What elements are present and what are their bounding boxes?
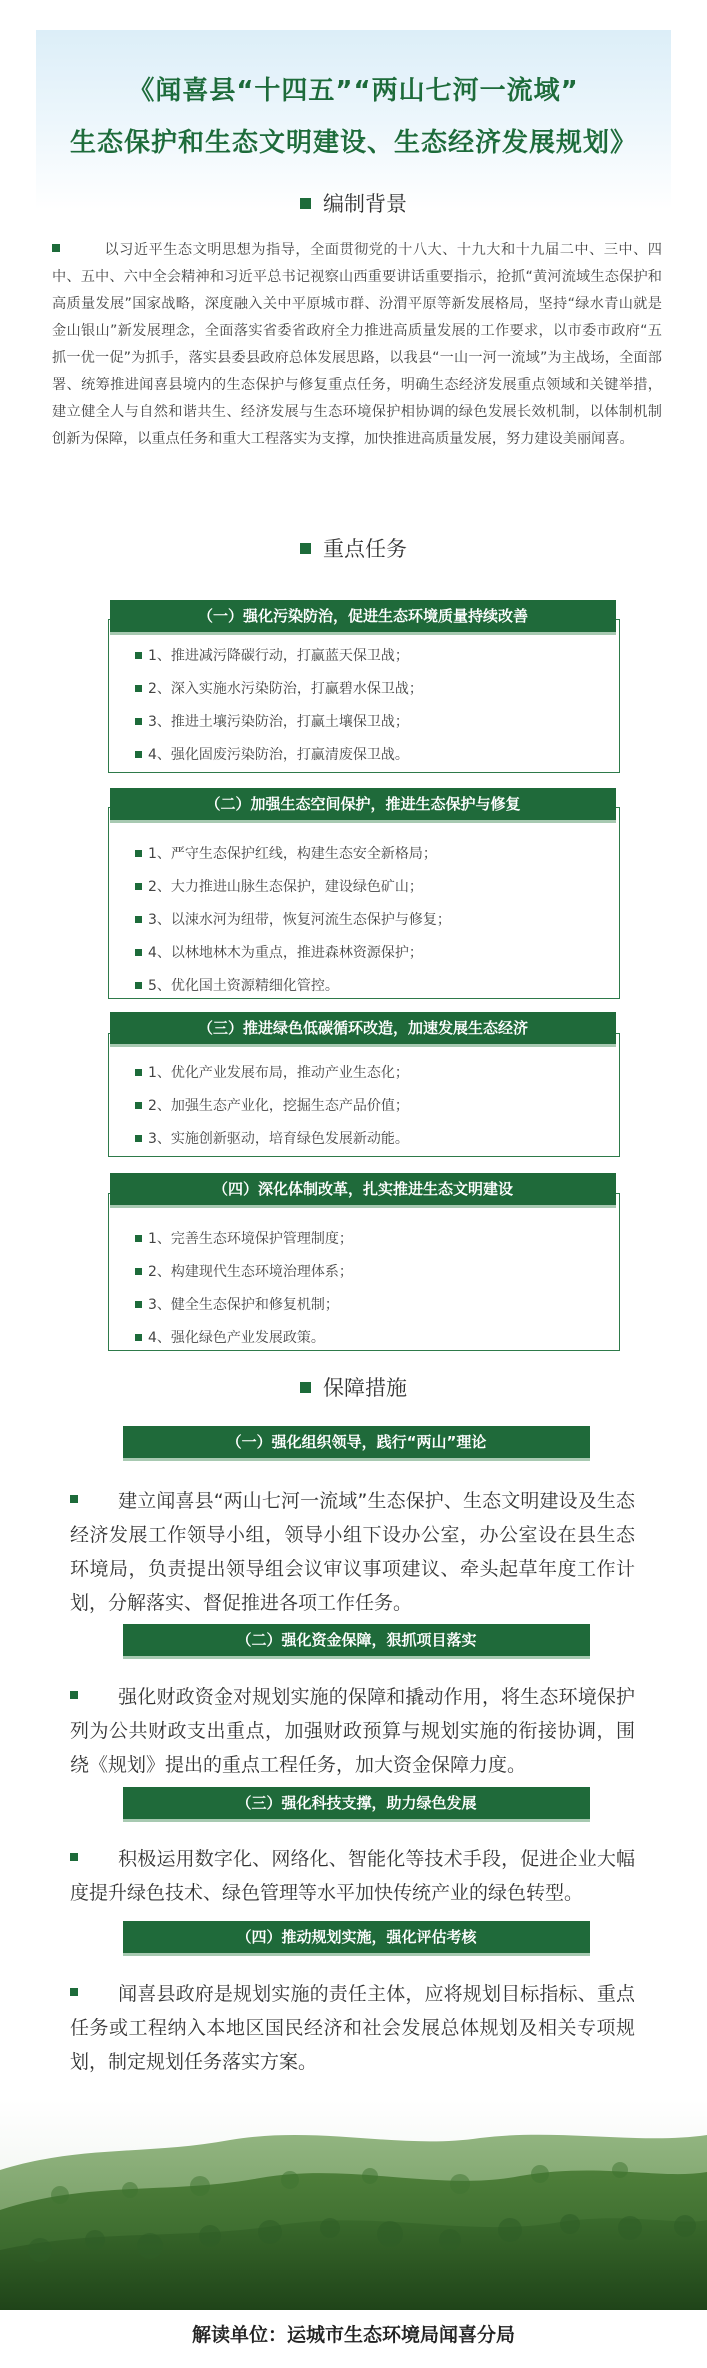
section-heading-measures: 保障措施 [0,1372,707,1402]
list-item: 4、强化固废污染防治，打赢清废保卫战。 [135,744,409,764]
square-bullet-icon [135,1334,142,1341]
measure-banner-2: （二）强化资金保障，狠抓项目落实 [123,1624,590,1659]
list-item: 1、优化产业发展布局，推动产业生态化； [135,1062,409,1082]
task-box-2 [108,807,620,999]
square-bullet-icon [135,1135,142,1142]
measure-banner-3: （三）强化科技支撑，助力绿色发展 [123,1787,590,1822]
measure-paragraph-1: 建立闻喜县“两山七河一流域”生态保护、生态文明建设及生态经济发展工作领导小组，领导小组下设办公室，办公室设在县生态环境局，负责提出领导组会议审议事项建议、牵头起草年度工作计划，分解落实、督促推进各项工作任务。 [70,1490,635,1614]
section-heading-tasks: 重点任务 [0,533,707,563]
square-bullet-icon [135,1069,142,1076]
task-banner-4: （四）深化体制改革，扎实推进生态文明建设 [110,1173,616,1208]
task-box-3 [108,1033,620,1157]
square-bullet-icon [300,543,311,554]
forest-image [0,2100,707,2310]
square-bullet-icon [135,1301,142,1308]
square-bullet-icon [70,1853,78,1861]
list-item: 3、实施创新驱动，培育绿色发展新动能。 [135,1128,409,1148]
list-item: 2、大力推进山脉生态保护，建设绿色矿山； [135,876,423,896]
list-item: 1、严守生态保护红线，构建生态安全新格局； [135,843,437,863]
square-bullet-icon [70,1691,78,1699]
measure-paragraph-3: 积极运用数字化、网络化、智能化等技术手段，促进企业大幅度提升绿色技术、绿色管理等水平加快传统产业的绿色转型。 [70,1848,635,1904]
square-bullet-icon [135,652,142,659]
square-bullet-icon [135,982,142,989]
list-item: 2、深入实施水污染防治，打赢碧水保卫战； [135,678,423,698]
square-bullet-icon [300,198,311,209]
task-box-1 [108,619,620,773]
measure-paragraph-4: 闻喜县政府是规划实施的责任主体，应将规划目标指标、重点任务或工程纳入本地区国民经济和社会发展总体规划及相关专项规划，制定规划任务落实方案。 [70,1983,635,2073]
task-box-4 [108,1193,620,1351]
list-item: 3、推进土壤污染防治，打赢土壤保卫战； [135,711,409,731]
square-bullet-icon [135,916,142,923]
list-item: 3、健全生态保护和修复机制； [135,1294,339,1314]
title-line-2: 生态保护和生态文明建设、生态经济发展规划》 [69,128,637,158]
measure-paragraph-2: 强化财政资金对规划实施的保障和撬动作用，将生态环境保护列为公共财政支出重点，加强财政预算与规划实施的衔接协调，围绕《规划》提出的重点工程任务，加大资金保障力度。 [70,1686,635,1776]
list-item: 4、以林地林木为重点，推进森林资源保护； [135,942,423,962]
square-bullet-icon [135,1235,142,1242]
square-bullet-icon [135,949,142,956]
square-bullet-icon [70,1988,78,1996]
list-item: 1、完善生态环境保护管理制度； [135,1228,353,1248]
header-band [36,30,671,210]
list-item: 2、加强生态产业化，挖掘生态产品价值； [135,1095,409,1115]
background-paragraph: 以习近平生态文明思想为指导，全面贯彻党的十八大、十九大和十九届二中、三中、四中、五中、六中全会精神和习近平总书记视察山西重要讲话重要指示，抢抓“黄河流域生态保护和高质量发展”国家战略，深度融入关中平原城市群、汾渭平原等新发展格局，坚持“绿水青山就是金山银山”新发展理念，全面落实省委省政府全力推进高质量发展的工作要求，以市委市政府“五抓一优一促”为抓手，落实县委县政府总体发展思路，以我县“一山一河一流域”为主战场，全面部署、统筹推进闻喜县境内的生态保护与修复重点任务，明确生态经济发展重点领域和关键举措，建立健全人与自然和谐共生、经济发展与生态环境保护相协调的绿色发展长效机制，以体制机制创新为保障，以重点任务和重大工程落实为支撑，加快推进高质量发展，努力建设美丽闻喜。 [52,242,662,447]
measure-banner-4: （四）推动规划实施，强化评估考核 [123,1921,590,1956]
title-line-1: 《闻喜县“十四五”“两山七河一流域” [128,76,579,106]
square-bullet-icon [135,685,142,692]
list-item: 5、优化国土资源精细化管控。 [135,975,339,995]
square-bullet-icon [135,1102,142,1109]
list-item: 4、强化绿色产业发展政策。 [135,1327,325,1347]
square-bullet-icon [135,751,142,758]
list-item: 1、推进减污降碳行动，打赢蓝天保卫战； [135,645,409,665]
task-banner-2: （二）加强生态空间保护，推进生态保护与修复 [110,788,616,823]
list-item: 3、以涑水河为纽带，恢复河流生态保护与修复； [135,909,451,929]
square-bullet-icon [70,1495,78,1503]
square-bullet-icon [135,850,142,857]
square-bullet-icon [52,244,60,252]
task-banner-3: （三）推进绿色低碳循环改造，加速发展生态经济 [110,1012,616,1047]
section-heading-background: 编制背景 [0,188,707,218]
task-banner-1: （一）强化污染防治，促进生态环境质量持续改善 [110,600,616,635]
list-item: 2、构建现代生态环境治理体系； [135,1261,353,1281]
measure-banner-1: （一）强化组织领导，践行“两山”理论 [123,1426,590,1461]
square-bullet-icon [135,1268,142,1275]
square-bullet-icon [300,1382,311,1393]
footer-credit: 解读单位：运城市生态环境局闻喜分局 [191,2324,515,2346]
square-bullet-icon [135,718,142,725]
square-bullet-icon [135,883,142,890]
